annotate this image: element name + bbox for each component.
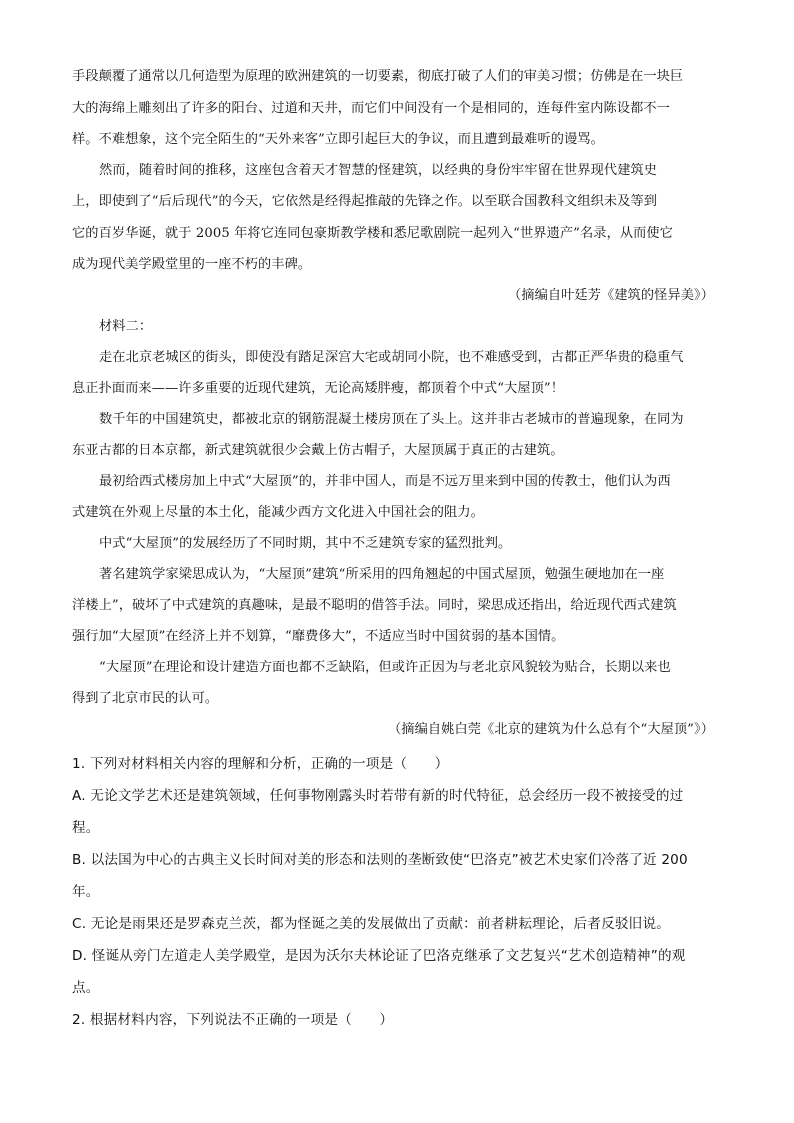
paragraph-line: 样。不难想象，这个完全陌生的“天外来客”立即引起巨大的争议，而且遭到最难听的谩骂。: [72, 132, 604, 147]
material-heading: 材料二：: [99, 319, 153, 334]
paragraph-line: 然而，随着时间的推移，这座包含着天才智慧的怪建筑，以经典的身份牢牢留在世界现代建筑史: [99, 163, 658, 178]
paragraph-line: 手段颠覆了通常以几何造型为原理的欧洲建筑的一切要素，彻底打破了人们的审美习惯；仿佛是在一块巨: [72, 69, 684, 84]
option-a-continued: 程。: [72, 820, 100, 836]
paragraph-line: 最初给西式楼房加上中式“大屋顶”的，并非中国人，而是不远万里来到中国的传教士，他们认为西: [99, 474, 671, 489]
question-stem: 1. 下列对材料相关内容的理解和分析，正确的一项是（ ）: [72, 756, 449, 772]
paragraph-line: 得到了北京市民的认可。: [72, 691, 219, 706]
paragraph-line: 它的百岁华诞，就于 2005 年将它连同包豪斯教学楼和悉尼歌剧院一起列入“世界遗产”名录，从而使它: [72, 226, 674, 241]
option-a: A. 无论文学艺术还是建筑领域，任何事物刚露头时若带有新的时代特征，总会经历一段不被接受的过: [72, 788, 684, 804]
option-d: D. 怪诞从旁门左道走人美学殿堂，是因为沃尔夫林论证了巴洛克继承了文艺复兴“艺术创造精神”的观: [72, 948, 686, 964]
question-stem: 2. 根据材料内容，下列说法不正确的一项是（ ）: [72, 1012, 394, 1028]
paragraph-line: 强行加“大屋顶”在经济上并不划算，“靡费侈大”，不适应当时中国贫弱的基本国情。: [72, 629, 565, 644]
paragraph-line: 息正扑面而来——许多重要的近现代建筑，无论高矮胖瘦，都顶着个中式“大屋顶”！: [72, 381, 565, 396]
option-b-continued: 年。: [72, 884, 100, 900]
option-b: B. 以法国为中心的古典主义长时间对美的形态和法则的垄断致使“巴洛克”被艺术史家们冷落了近 200: [72, 852, 688, 868]
paragraph-line: 洋楼上”，破坏了中式建筑的真趣味，是最不聪明的借答手法。同时，梁思成还指出，给近现代西式建筑: [72, 598, 677, 613]
paragraph-line: 数千年的中国建筑史，都被北京的钢筋混凝土楼房顶在了头上。这并非古老城市的普遍现象，在同为: [99, 412, 684, 427]
paragraph-line: 著名建筑学家梁思成认为，“大屋顶”建筑“所采用的四角翘起的中国式屋顶，勉强生硬地加在一座: [99, 567, 665, 582]
source-citation: （摘编自姚白莞《北京的建筑为什么总有个“大屋顶”》）: [388, 722, 714, 737]
paragraph-line: 东亚古都的日本京都，新式建筑就很少会戴上仿古帽子，大屋顶属于真正的古建筑。: [72, 443, 564, 458]
paragraph-line: 式建筑在外观上尽量的本土化，能减少西方文化进入中国社会的阻力。: [72, 505, 484, 520]
option-c: C. 无论是雨果还是罗森克兰茨，都为怪诞之美的发展做出了贡献：前者耕耘理论，后者反驳旧说。: [72, 916, 671, 932]
paragraph-line: 成为现代美学殿堂里的一座不朽的丰碑。: [72, 257, 312, 272]
paragraph-line: 走在北京老城区的街头，即使没有踏足深宫大宅或胡同小院，也不难感受到，古都正严华贵的稳重气: [99, 350, 684, 365]
paragraph-line: 上，即使到了“后后现代”的今天，它依然是经得起推敲的先锋之作。以至联合国教科文组织未及等到: [72, 194, 658, 209]
option-d-continued: 点。: [72, 980, 100, 996]
paragraph-line: 中式“大屋顶”的发展经历了不同时期，其中不乏建筑专家的猛烈批判。: [99, 536, 512, 551]
paragraph-line: “大屋顶”在理论和设计建造方面也都不乏缺陷，但或许正因为与老北京风貌较为贴合，长期以来也: [99, 660, 671, 675]
source-citation: （摘编自叶廷芳《建筑的怪异美》）: [508, 288, 714, 303]
paragraph-line: 大的海绵上雕刻出了许多的阳台、过道和天井，而它们中间没有一个是相同的，连每件室内陈设都不一: [72, 101, 670, 116]
